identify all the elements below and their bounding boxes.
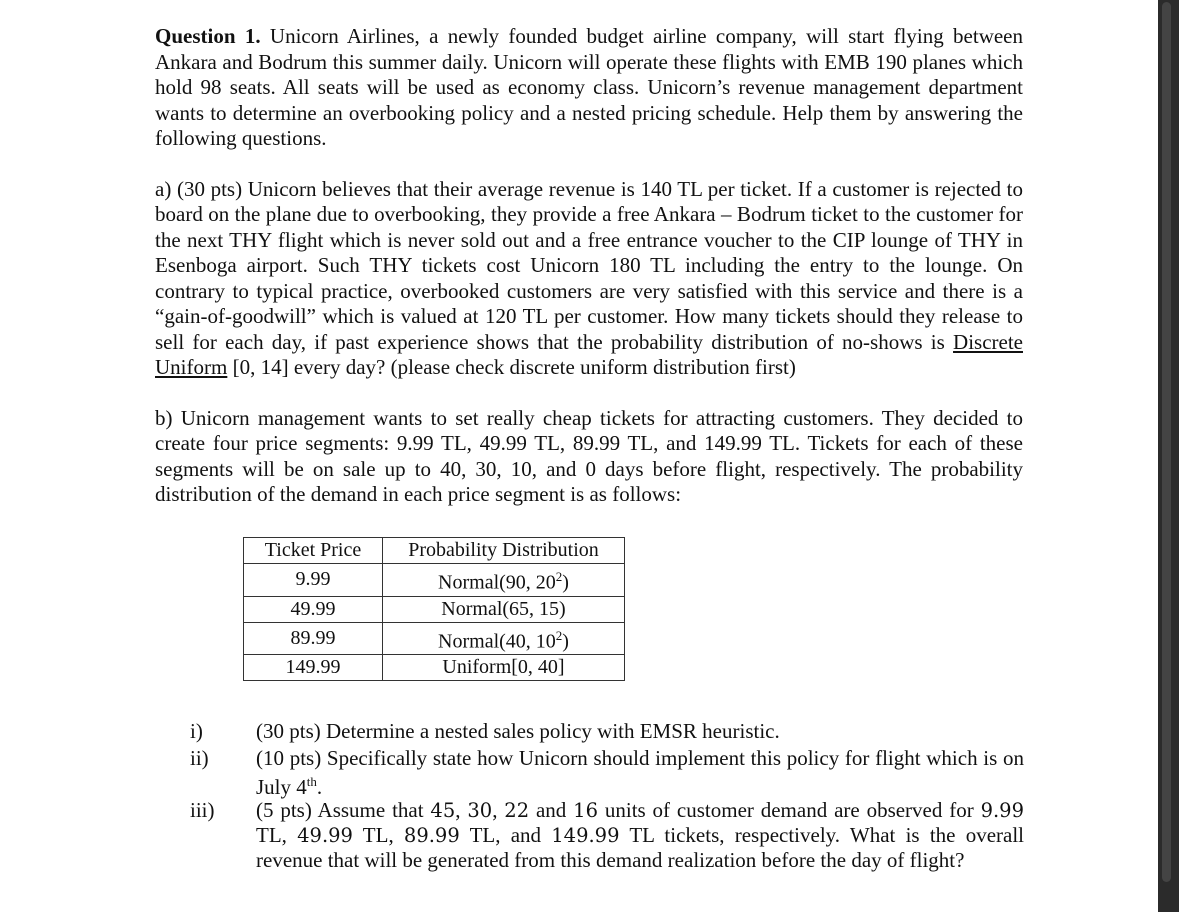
subquestion-text: (30 pts) Determine a nested sales policy with EMSR heuristic. <box>256 719 780 743</box>
part-a-text <box>155 177 1023 381</box>
part-a-after: [0, 14] every day? (please check discrete uniform distribution first) <box>227 355 796 379</box>
price-distribution-table <box>243 537 625 681</box>
distribution-cell: Normal(40, $10^2$) <box>383 622 625 655</box>
subquestion-number: iii) <box>190 798 215 822</box>
subquestion-number: i) <box>190 719 203 743</box>
table-row <box>244 596 625 622</box>
intro-text: Unicorn Airlines, a newly founded budget airline company, will start flying between Ankara and Bodrum this summer daily. Unicorn will operate these flights with EMB 190 planes which hold 98 seats. All seats will be used as economy class. Unicorn’s revenue management department wants to determine an overbooking policy and a nested pricing schedule. Help them by answering the following questions. <box>155 24 1024 150</box>
subquestion-text: (5 pts) Assume that 45, 30, 22 and 16 units of customer demand are observed for 9.99 TL, 49.99 TL, 89.99 TL, and 149.99 TL tickets, respectively. What is the overall revenue that will be generated from this demand realization before the day of flight? <box>256 798 1024 872</box>
table-header-row <box>244 538 625 564</box>
price-cell: 149.99 <box>244 655 383 681</box>
question-body <box>155 24 1023 508</box>
table-row <box>244 622 625 655</box>
table-row <box>244 564 625 597</box>
part-a-before: a) (30 pts) Unicorn believes that their average revenue is 140 TL per ticket. If a customer is rejected to board on the plane due to overbooking, they provide a free Ankara – Bodrum ticket to the customer for the next THY flight which is never sold out and a free entrance voucher to the CIP lounge of THY in Esenboga airport. Such THY tickets cost Unicorn 180 TL including the entry to the lounge. On contrary to typical practice, overbooked customers are very satisfied with this service and there is a “gain-of-goodwill” which is valued at 120 TL per customer. How many tickets should they release to sell for each day, if past experience shows that the probability distribution of no-shows is <box>155 176 1023 354</box>
header-probability-distribution: Probability Distribution <box>383 538 625 564</box>
price-cell: 9.99 <box>244 564 383 597</box>
price-cell: 49.99 <box>244 596 383 622</box>
subquestion-number: ii) <box>190 746 209 770</box>
question-intro <box>155 24 1023 152</box>
vertical-scrollbar[interactable] <box>1158 0 1179 912</box>
table-row <box>244 655 625 681</box>
distribution-cell: Normal(65, 15) <box>383 596 625 622</box>
question-heading: Question 1. <box>155 24 261 48</box>
price-cell: 89.99 <box>244 622 383 655</box>
header-ticket-price: Ticket Price <box>244 538 383 564</box>
part-b-text: b) Unicorn management wants to set really cheap tickets for attracting customers. They decided to create four price segments: 9.99 TL, 49.99 TL, 89.99 TL, and 149.99 TL. Tickets for each of these segments will be on sale up to 40, 30, 10, and 0 days before flight, respectively. The probability distribution of the demand in each price segment is as follows: <box>155 405 1023 506</box>
distribution-cell: Normal(90, $20^2$) <box>383 564 625 597</box>
discrete-uniform-underlined: Discrete Uniform <box>155 329 1023 379</box>
scrollbar-thumb[interactable] <box>1162 2 1171 882</box>
subquestion-text: (10 pts) Specifically state how Unicorn should implement this policy for flight which is on July 4th. <box>256 746 1024 799</box>
distribution-cell: Uniform[0, 40] <box>383 655 625 681</box>
